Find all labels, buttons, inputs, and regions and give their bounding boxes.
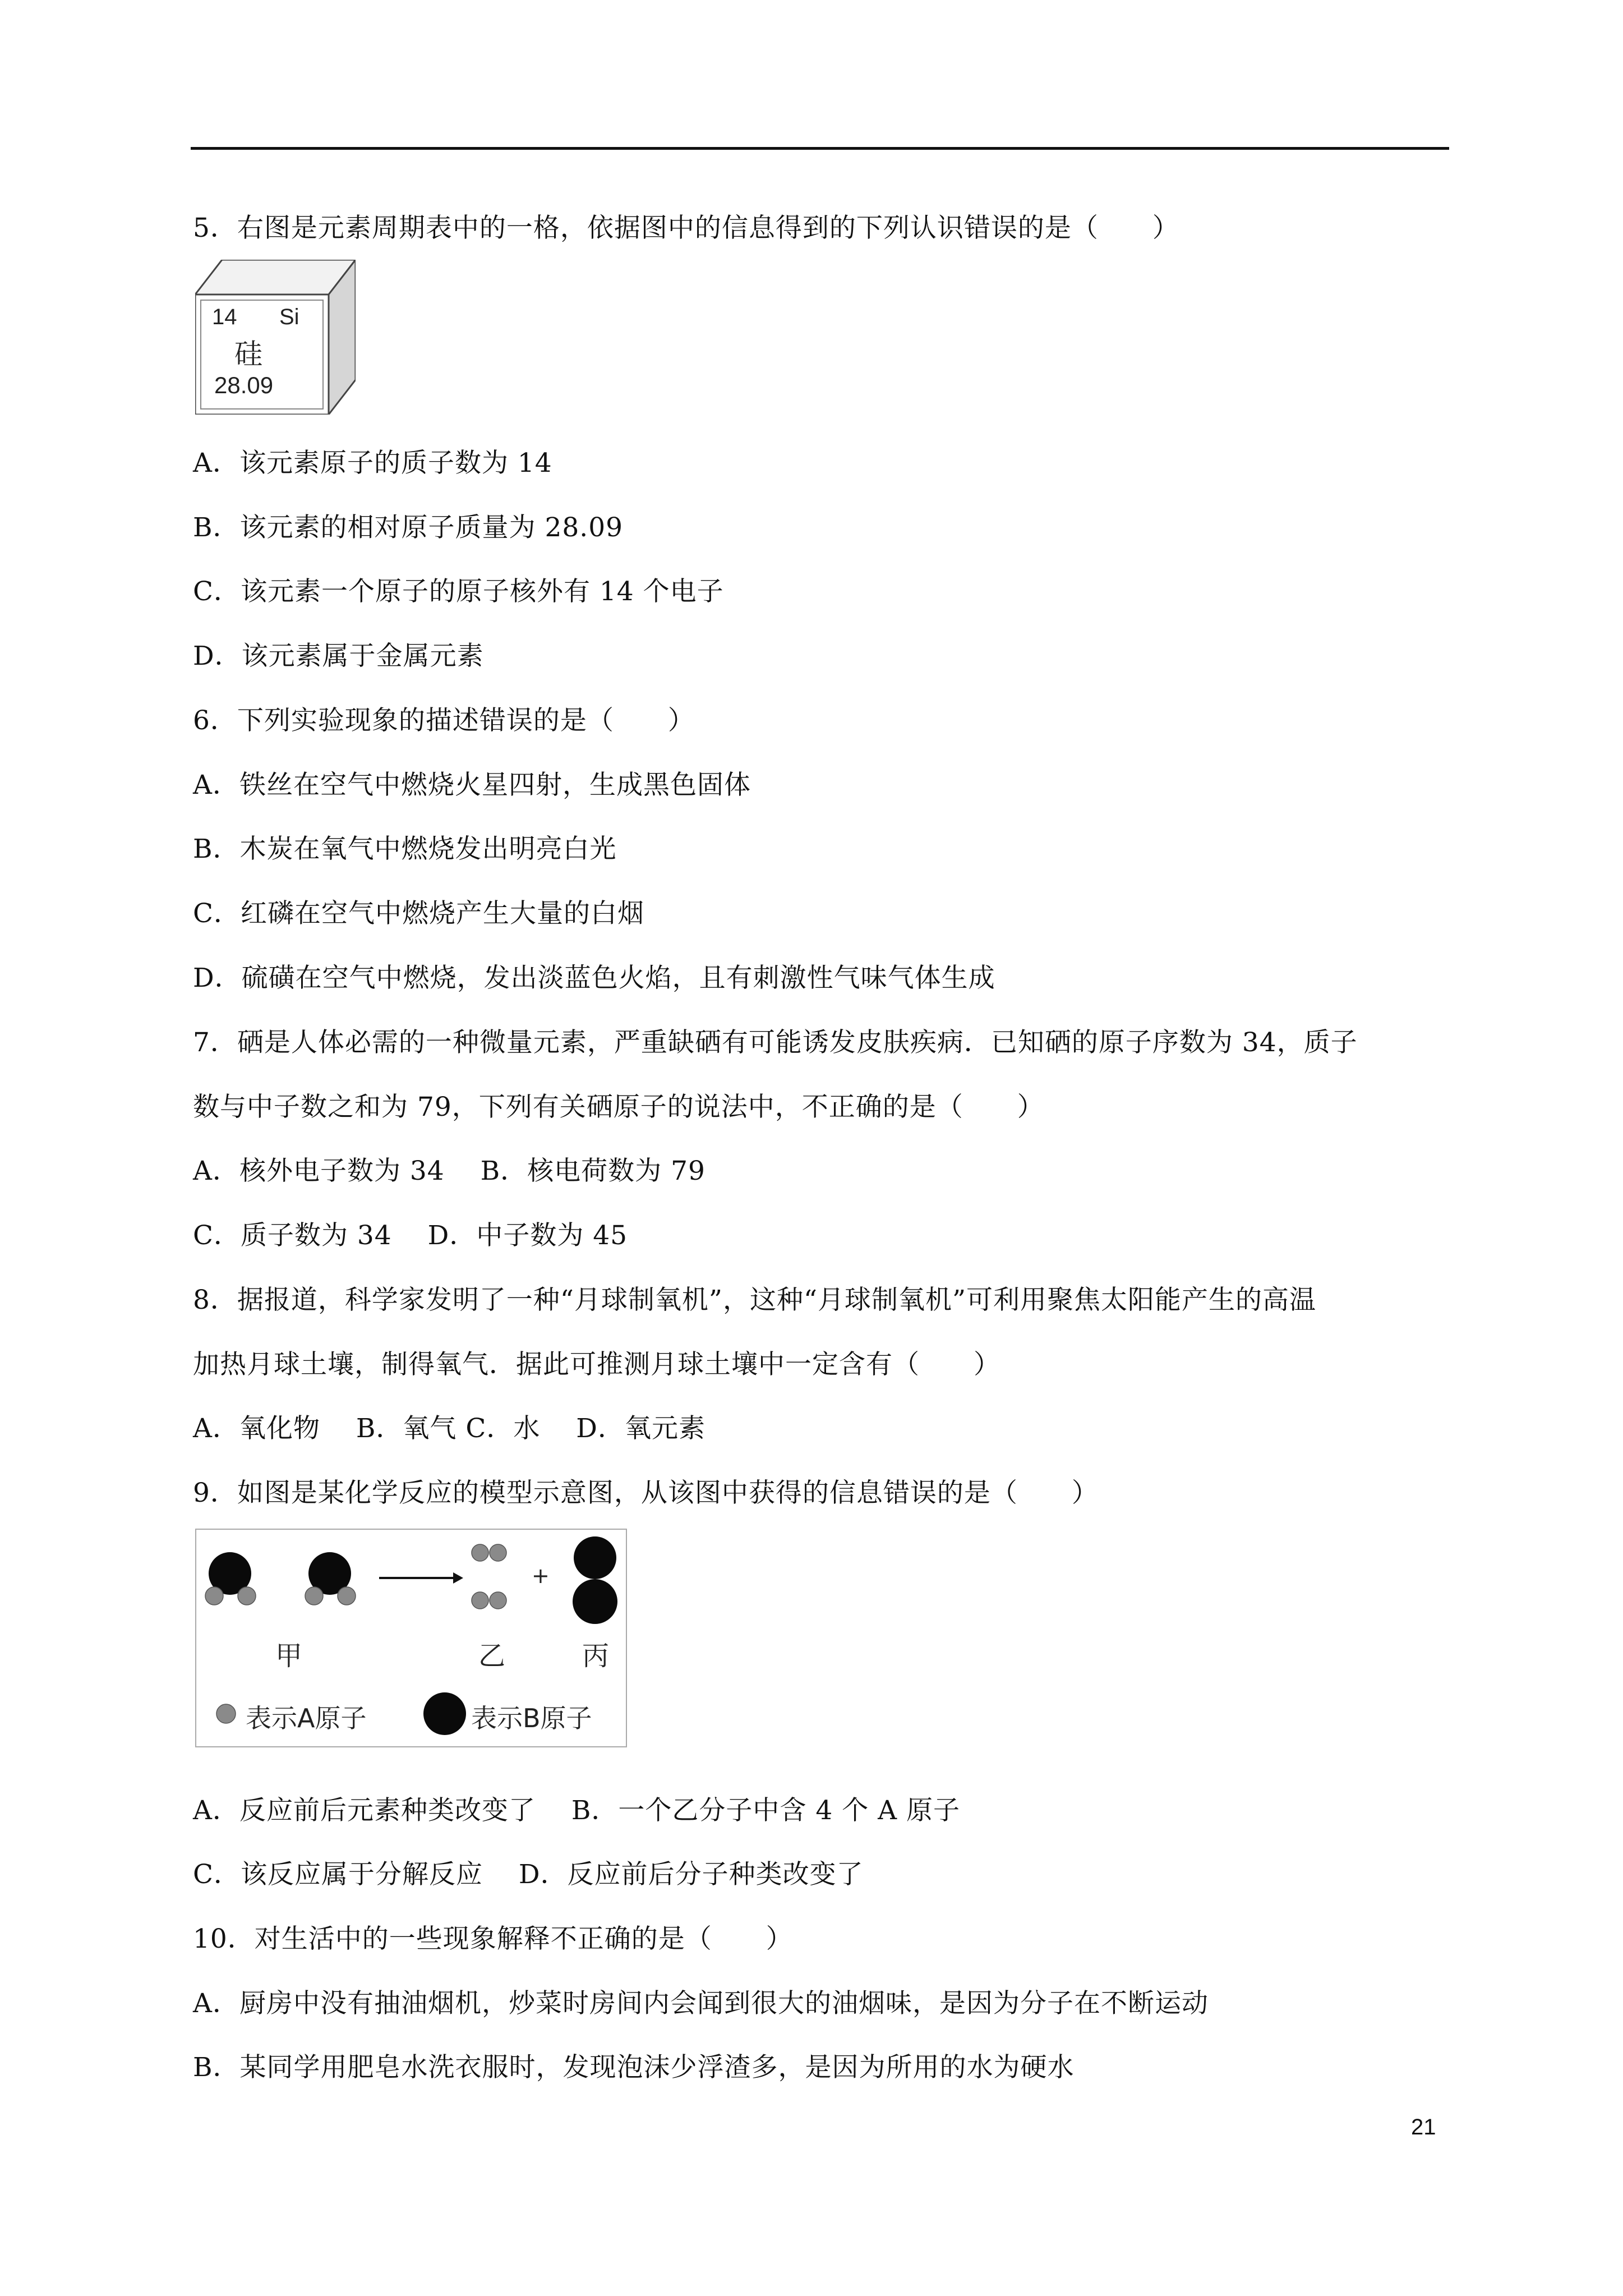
q8-stem-line1: 8．据报道，科学家发明了一种“月球制氧机”，这种“月球制氧机”可利用聚焦太阳能产生的高温	[193, 1285, 1317, 1315]
q9-options-line2: C．该反应属于分解反应 D．反应前后分子种类改变了	[193, 1859, 864, 1890]
q8-options: A．氧化物 B．氧气 C．水 D．氧元素	[193, 1413, 706, 1444]
atomic-mass: 28.09	[214, 372, 274, 398]
q5-option-d: D．该元素属于金属元素	[193, 641, 484, 671]
q6-stem: 6．下列实验现象的描述错误的是（ ）	[193, 705, 695, 736]
q6-option-a: A．铁丝在空气中燃烧火星四射，生成黑色固体	[193, 770, 751, 800]
q5-stem: 5．右图是元素周期表中的一格，依据图中的信息得到的下列认识错误的是（ ）	[193, 213, 1179, 243]
q10-option-b: B．某同学用肥皂水洗衣服时，发现泡沫少浮渣多，是因为所用的水为硬水	[193, 2052, 1075, 2083]
q5-option-c: C．该元素一个原子的原子核外有 14 个电子	[193, 576, 724, 607]
reaction-diagram	[195, 1529, 627, 1747]
q6-option-d: D．硫磺在空气中燃烧，发出淡蓝色火焰，且有刺激性气味气体生成	[193, 963, 995, 993]
label-jia: 甲	[275, 1640, 303, 1672]
legend-a-label: 表示A原子	[246, 1703, 367, 1733]
plus-sign: +	[532, 1563, 550, 1588]
periodic-table-cell	[195, 260, 356, 415]
atomic-number: 14	[212, 305, 237, 329]
label-bing: 丙	[582, 1640, 610, 1672]
legend-b-label: 表示B原子	[471, 1703, 592, 1733]
legend-atom-b-icon	[423, 1692, 466, 1735]
q7-stem-line1: 7．硒是人体必需的一种微量元素，严重缺硒有可能诱发皮肤疾病．已知硒的原子序数为 34，质子	[193, 1027, 1358, 1058]
label-yi: 乙	[478, 1640, 506, 1672]
q6-option-b: B．木炭在氧气中燃烧发出明亮白光	[193, 834, 617, 864]
q9-stem: 9．如图是某化学反应的模型示意图，从该图中获得的信息错误的是（ ）	[193, 1478, 1099, 1508]
q7-options-line2: C．质子数为 34 D．中子数为 45	[193, 1220, 628, 1251]
q7-options-line1: A．核外电子数为 34 B．核电荷数为 79	[193, 1156, 706, 1186]
q9-options-line1: A．反应前后元素种类改变了 B．一个乙分子中含 4 个 A 原子	[193, 1795, 961, 1826]
header-rule	[191, 147, 1449, 150]
legend-atom-a-icon	[216, 1704, 236, 1723]
element-name: 硅	[234, 338, 262, 370]
element-symbol: Si	[279, 305, 299, 329]
q5-option-a: A．该元素原子的质子数为 14	[193, 448, 552, 478]
q6-option-c: C．红磷在空气中燃烧产生大量的白烟	[193, 898, 644, 929]
q8-stem-line2: 加热月球土壤，制得氧气．据此可推测月球土壤中一定含有（ ）	[193, 1349, 1000, 1380]
q10-stem: 10．对生活中的一些现象解释不正确的是（ ）	[193, 1924, 793, 1954]
q10-option-a: A．厨房中没有抽油烟机，炒菜时房间内会闻到很大的油烟味，是因为分子在不断运动	[193, 1988, 1209, 2019]
q7-stem-line2: 数与中子数之和为 79，下列有关硒原子的说法中，不正确的是（ ）	[193, 1092, 1044, 1122]
page-number: 21	[1411, 2115, 1436, 2139]
q5-option-b: B．该元素的相对原子质量为 28.09	[193, 512, 624, 543]
